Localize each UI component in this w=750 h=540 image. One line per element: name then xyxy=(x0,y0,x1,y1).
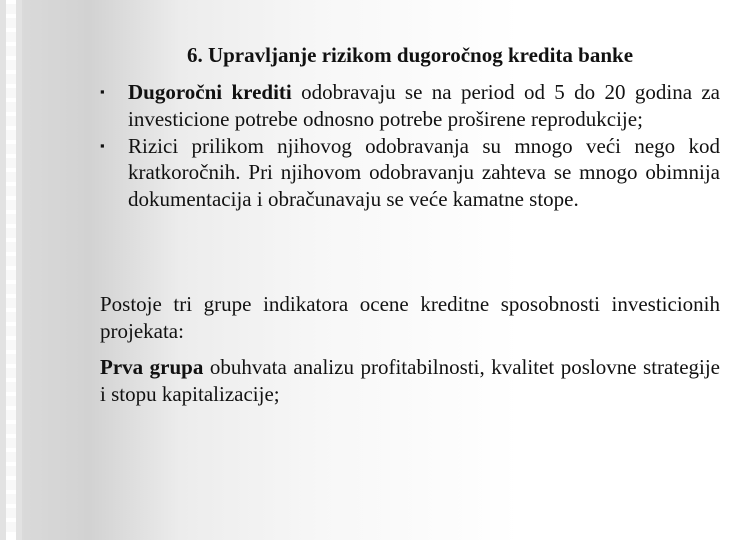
decorative-side-strip xyxy=(0,0,22,540)
bullet-item xyxy=(100,79,720,133)
square-bullet-icon: ▪ xyxy=(100,84,105,99)
bullet-text: Rizici prilikom njihovog odobravanja su mnogo veći nego kod kratkoročnih. Pri njihovom odobravanju zahteva se mnogo obimnija dokumentacija i obračunavaju se veće kamatne stope. xyxy=(128,133,720,212)
bullet-term: Dugoročni krediti xyxy=(128,80,292,104)
bullet-list xyxy=(100,79,720,213)
bullet-item xyxy=(100,133,720,213)
indicator-groups-paragraph: Postoje tri grupe indikatora ocene kreditne sposobnosti investicionih projekata: xyxy=(100,292,720,343)
first-group-paragraph xyxy=(100,354,720,408)
bullet-text: odobravaju se na period od 5 do 20 godina za investicione potrebe odnosno potrebe proširene reprodukcije; xyxy=(128,80,721,131)
first-group-term: Prva grupa xyxy=(100,355,204,379)
first-group-text: obuhvata analizu profitabilnosti, kvalitet poslovne strategije i stopu kapitalizacije; xyxy=(100,355,721,406)
square-bullet-icon: ▪ xyxy=(100,137,105,153)
slide-title: 6. Upravljanje rizikom dugoročnog kredita banke xyxy=(186,43,634,67)
